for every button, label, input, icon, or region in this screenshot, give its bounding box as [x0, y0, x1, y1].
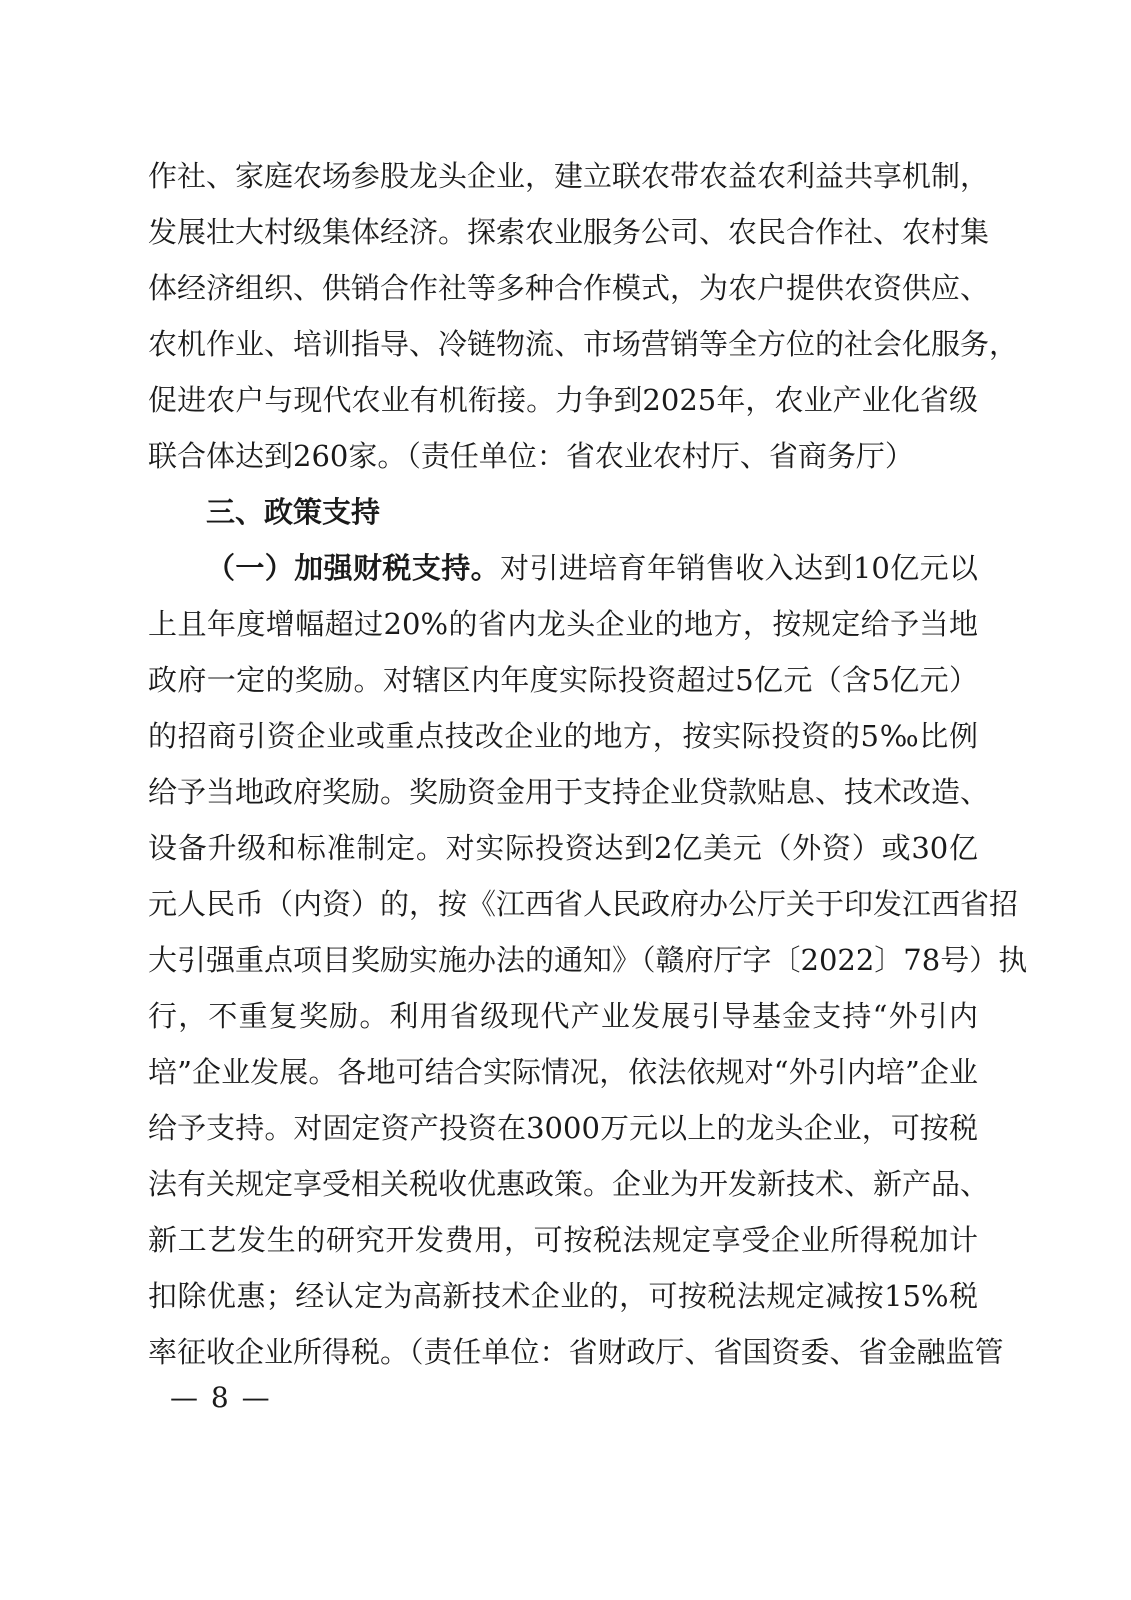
- text-line: 政府一定的奖励。对辖区内年度实际投资超过5亿元（含5亿元）: [148, 663, 978, 697]
- paragraph-first-line: [148, 540, 978, 596]
- section-heading: 三、政策支持: [206, 495, 381, 529]
- text-line: 率征收企业所得税。（责任单位：省财政厅、省国资委、省金融监管: [148, 1335, 1004, 1369]
- text-line: 新工艺发生的研究开发费用，可按税法规定享受企业所得税加计: [148, 1223, 978, 1257]
- text-line: 农机作业、培训指导、冷链物流、市场营销等全方位的社会化服务，: [148, 327, 1019, 361]
- text-line: 促进农户与现代农业有机衔接。力争到2025年，农业产业化省级: [148, 383, 978, 417]
- text-line: 设备升级和标准制定。对实际投资达到2亿美元（外资）或30亿: [148, 831, 978, 865]
- text-line: 培”企业发展。各地可结合实际情况，依法依规对“外引内培”企业: [148, 1055, 978, 1089]
- paragraph-subheading: （一）加强财税支持。: [206, 551, 501, 585]
- text-line: 联合体达到260家。（责任单位：省农业农村厅、省商务厅）: [148, 439, 914, 473]
- text-line: 给予支持。对固定资产投资在3000万元以上的龙头企业，可按税: [148, 1111, 978, 1145]
- text-line: 给予当地政府奖励。奖励资金用于支持企业贷款贴息、技术改造、: [148, 775, 990, 809]
- text-segment: 对引进培育年销售收入达到10亿元以: [500, 551, 978, 585]
- text-line: 发展壮大村级集体经济。探索农业服务公司、农民合作社、农村集: [148, 215, 990, 249]
- text-line: 行，不重复奖励。利用省级现代产业发展引导基金支持“外引内: [148, 999, 978, 1033]
- text-line: 扣除优惠；经认定为高新技术企业的，可按税法规定减按15%税: [148, 1279, 978, 1313]
- text-line: 作社、家庭农场参股龙头企业，建立联农带农益农利益共享机制，: [148, 159, 990, 193]
- text-line: 体经济组织、供销合作社等多种合作模式，为农户提供农资供应、: [148, 271, 990, 305]
- text-line: 大引强重点项目奖励实施办法的通知》（赣府厅字〔2022〕78号）执: [148, 943, 1028, 977]
- body-text: [148, 148, 1028, 1380]
- text-line: 上且年度增幅超过20%的省内龙头企业的地方，按规定给予当地: [148, 607, 978, 641]
- text-line: 的招商引资企业或重点技改企业的地方，按实际投资的5‰比例: [148, 719, 978, 753]
- text-line: 法有关规定享受相关税收优惠政策。企业为开发新技术、新产品、: [148, 1167, 990, 1201]
- text-line: 元人民币（内资）的，按《江西省人民政府办公厅关于印发江西省招: [148, 887, 1019, 921]
- page-number: — 8 —: [170, 1381, 272, 1414]
